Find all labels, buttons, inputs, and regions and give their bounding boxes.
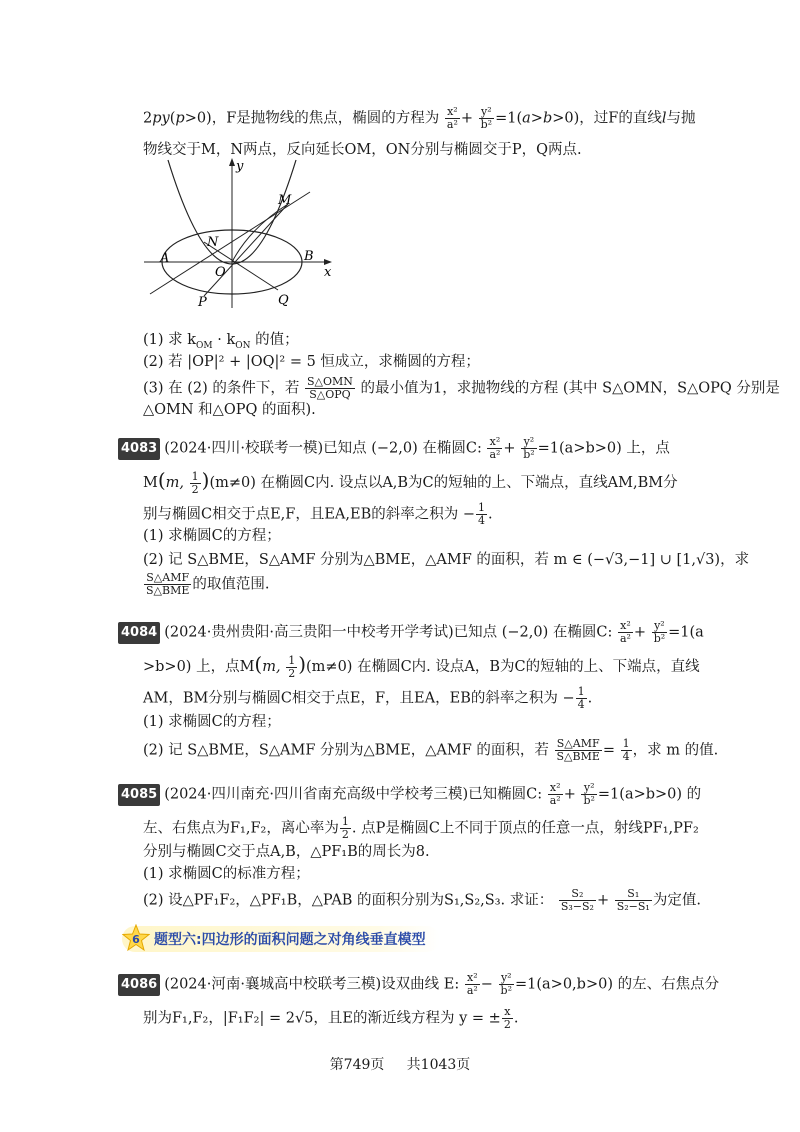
question-3: (3) 在 (2) 的条件下，若 $\frac{\text{S△OMN}}{\text{S△OPQ}}$ 的最小值为1，求抛物线的方程 (其中 S△OMN，S△OPQ 分别是 (143, 375, 780, 401)
problem-4083-line2: M(m, $\frac{1}{2}$ )(m≠0) 在椭圆C内. 设点以A,B为C的短轴的上、下端点，直线AM,BM分 (143, 468, 678, 496)
star-icon (122, 924, 150, 952)
text: >0)，F是抛物线的焦点，椭圆的方程为 (184, 110, 440, 127)
question-1: (1) 求椭圆C的方程； (143, 528, 281, 544)
question-1: (1) 求椭圆C的标准方程； (143, 866, 310, 882)
problem-4083-line3: 别与椭圆C相交于点E,F，且EA,EB的斜率之积为 − $\frac{1}{4}$ . (143, 501, 493, 527)
svg-text:A: A (160, 251, 170, 266)
question-2: (2) 记 S△BME，S△AMF 分别为△BME，△AMF 的面积，若 $\frac{\text{S△AMF}}{\text{S△BME}}$ = $\frac{1}{4}$ ，求 m 的值. (143, 737, 719, 763)
svg-text:M: M (278, 193, 292, 208)
problem-4086-line2: 别为F₁,F₂，|F₁F₂| = 2√5，且E的渐近线方程为 y = ± $\frac{x}{2}$ . (143, 1005, 519, 1031)
question-2: (2) 若 |OP|² + |OQ|² = 5 恒成立，求椭圆的方程； (143, 354, 480, 370)
problem-4083-line1: 4083 (2024·四川·校联考一模)已知点 (−2,0) 在椭圆C: $\frac{\text{x²}}{\text{a²}}$ + $\frac{\text{y²}}{\text{b²}}$ =1(a>b>0) 上，点 (118, 436, 670, 461)
section-title: 题型六:四边形的面积问题之对角线垂直模型 (154, 932, 426, 948)
svg-text:x: x (324, 265, 332, 280)
question-1: (1) 求椭圆C的方程； (143, 714, 281, 730)
problem-number-badge: 4086 (118, 974, 160, 996)
svg-text:B: B (304, 249, 314, 264)
problem-number-badge: 4084 (118, 622, 160, 644)
svg-text:O: O (215, 265, 226, 280)
svg-text:P: P (198, 295, 207, 310)
question-1: (1) 求 $k_{OM} \cdot k_{ON}$ 的值； (143, 332, 299, 351)
problem-4084-line2: >b>0) 上，点M(m, $\frac{1}{2}$ )(m≠0) 在椭圆C内. 设点A，B为C的短轴的上、下端点，直线 (143, 652, 700, 680)
page-footer (0, 1054, 800, 1074)
problem-4085-line2: 左、右焦点为F₁,F₂，离心率为 $\frac{1}{2}$ . 点P是椭圆C上不同于顶点的任意一点，射线PF₁,PF₂ (143, 815, 699, 841)
svg-text:6: 6 (132, 933, 140, 946)
text-line: 2py(p>0)，F是抛物线的焦点，椭圆的方程为 $\frac{\text{x²}}{\text{a²}}$ + $\frac{\text{y²}}{\text{b²}}$ =1(a>b>0)，过F的直线l与抛 (143, 105, 696, 131)
question-2-cont: $\frac{\text{S△AMF}}{\text{S△BME}}$ 的取值范围. (146, 571, 270, 597)
problem-4085-line3: 分别与椭圆C交于点A,B，△PF₁B的周长为8. (143, 844, 430, 860)
fraction: $\frac{\text{x²}}{\text{a²}}$ (446, 105, 458, 131)
text-line: 物线交于M，N两点，反向延长OM，ON分别与椭圆交于P，Q两点. (143, 142, 582, 158)
svg-text:y: y (236, 159, 244, 174)
fraction: $\frac{\text{y²}}{\text{b²}}$ (480, 105, 493, 131)
svg-text:Q: Q (278, 293, 289, 308)
page-total: 共1043页 (406, 1057, 471, 1073)
text: =1( (495, 110, 523, 127)
text: p (175, 110, 185, 127)
problem-number-badge: 4083 (118, 438, 160, 460)
problem-4086-line1: 4086 (2024·河南·襄城高中校联考三模)设双曲线 E: $\frac{\text{x²}}{\text{a²}}$ − $\frac{\text{y²}}{\text{b²}}$ =1(a>0,b>0) 的左、右焦点分 (118, 972, 719, 997)
text: py (152, 110, 170, 127)
section-header (122, 926, 440, 952)
page-number: 第749页 (329, 1057, 385, 1073)
problem-4084-line3: AM，BM分别与椭圆C相交于点E，F，且EA，EB的斜率之积为 − $\frac{1}{4}$ . (143, 685, 593, 711)
problem-number-badge: 4085 (118, 784, 160, 806)
parabola-ellipse-figure (140, 158, 340, 318)
text: 2 (143, 110, 153, 127)
question-3-cont: △OMN 和△OPQ 的面积). (143, 402, 316, 418)
question-2: (2) 记 S△BME，S△AMF 分别为△BME，△AMF 的面积，若 m ∈ (−√3,−1] ∪ [1,√3)，求 (143, 552, 750, 568)
problem-4084-line1: 4084 (2024·贵州贵阳·高三贵阳一中校考开学考试)已知点 (−2,0) 在椭圆C: $\frac{\text{x²}}{\text{a²}}$ + $\frac{\text{y²}}{\text{b²}}$ =1(a (118, 620, 704, 645)
question-2: (2) 设△PF₁F₂，△PF₁B，△PAB 的面积分别为S₁,S₂,S₃. 求证： $\frac{\text{S₂}}{\text{S₃−S₂}}$ + $\frac{\text{S₁}}{\text{S₂−S₁}}$ 为定值. (143, 887, 701, 913)
problem-4085-line1: 4085 (2024·四川南充·四川省南充高级中学校考三模)已知椭圆C: $\frac{\text{x²}}{\text{a²}}$ + $\frac{\text{y²}}{\text{b²}}$ =1(a>b>0) 的 (118, 782, 701, 807)
svg-text:N: N (207, 235, 219, 250)
text: ( (169, 110, 176, 127)
